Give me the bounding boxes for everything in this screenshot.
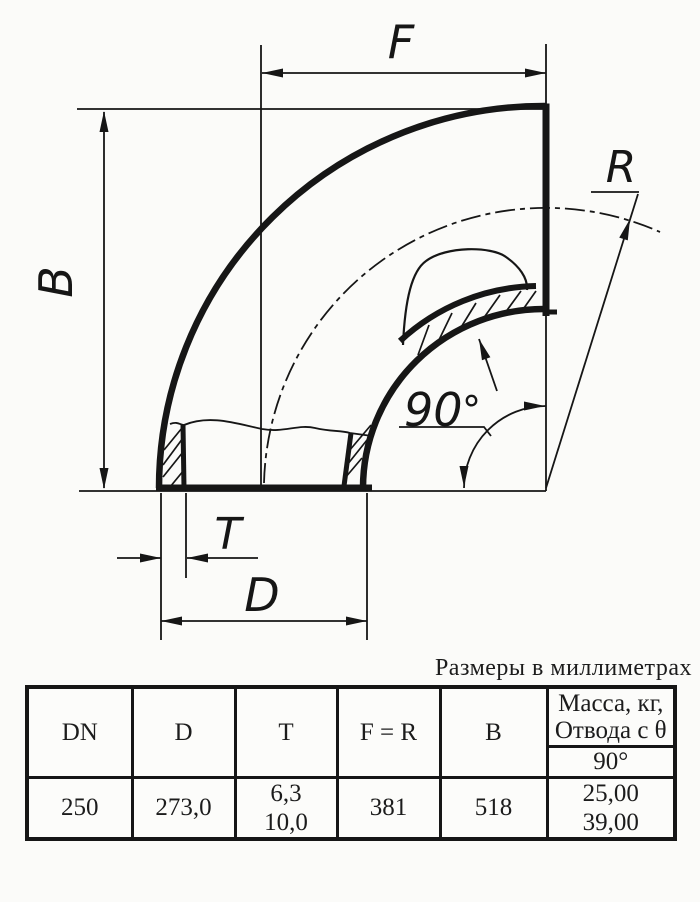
header-mass-line1: Масса, кг,	[558, 690, 664, 717]
header-mass-angle: 90°	[547, 747, 675, 778]
dimension-b	[77, 109, 546, 491]
cell-mass-value-1: 25,00	[582, 780, 639, 807]
arrowhead	[262, 69, 283, 78]
label-r: R	[605, 142, 637, 193]
break-wavy-line	[170, 420, 372, 436]
cell-f-r: 381	[337, 778, 440, 840]
left-wall-inner-edge	[183, 425, 184, 488]
right-wall-inner-edge	[344, 433, 351, 486]
arrowhead	[346, 617, 367, 626]
cell-dn: 250	[27, 778, 132, 840]
label-t: T	[214, 509, 242, 560]
cell-t-value-1: 6,3	[270, 780, 302, 807]
label-angle: 90	[404, 383, 463, 437]
table-header-row	[27, 687, 675, 747]
cell-t-value-2: 10,0	[264, 809, 308, 836]
header-f-r: F = R	[337, 687, 440, 778]
elbow-outline	[156, 104, 557, 489]
arrowhead	[524, 402, 545, 411]
arrowhead	[100, 111, 109, 132]
dimension-r	[546, 192, 639, 488]
header-b: B	[440, 687, 547, 778]
cell-mass	[547, 778, 675, 840]
arrowhead	[187, 554, 208, 563]
degree-symbol: °	[462, 388, 481, 432]
header-d: D	[132, 687, 235, 778]
header-dn: DN	[27, 687, 132, 778]
header-t: T	[235, 687, 337, 778]
arrowhead	[161, 617, 182, 626]
arrowhead	[460, 466, 469, 487]
arrowhead	[475, 337, 491, 360]
table-data-row	[27, 778, 675, 840]
dimensions-table	[25, 685, 677, 841]
arrowhead	[619, 218, 634, 241]
cell-b: 518	[440, 778, 547, 840]
cell-d: 273,0	[132, 778, 235, 840]
cell-t	[235, 778, 337, 840]
units-caption: Размеры в миллиметрах	[434, 655, 692, 681]
arrowhead	[140, 554, 161, 563]
label-d: D	[244, 568, 280, 622]
hatch-line	[164, 428, 182, 450]
label-b: B	[29, 266, 83, 298]
hatch-line	[163, 452, 183, 477]
arrowhead	[100, 468, 109, 489]
hatch-line	[524, 291, 536, 308]
cell-mass-value-2: 39,00	[582, 809, 639, 836]
header-mass-line2: Отвода с θ	[554, 717, 667, 744]
header-mass	[547, 687, 675, 747]
hatch-line	[163, 438, 183, 465]
arrowhead	[525, 69, 546, 78]
label-f: F	[387, 15, 415, 69]
